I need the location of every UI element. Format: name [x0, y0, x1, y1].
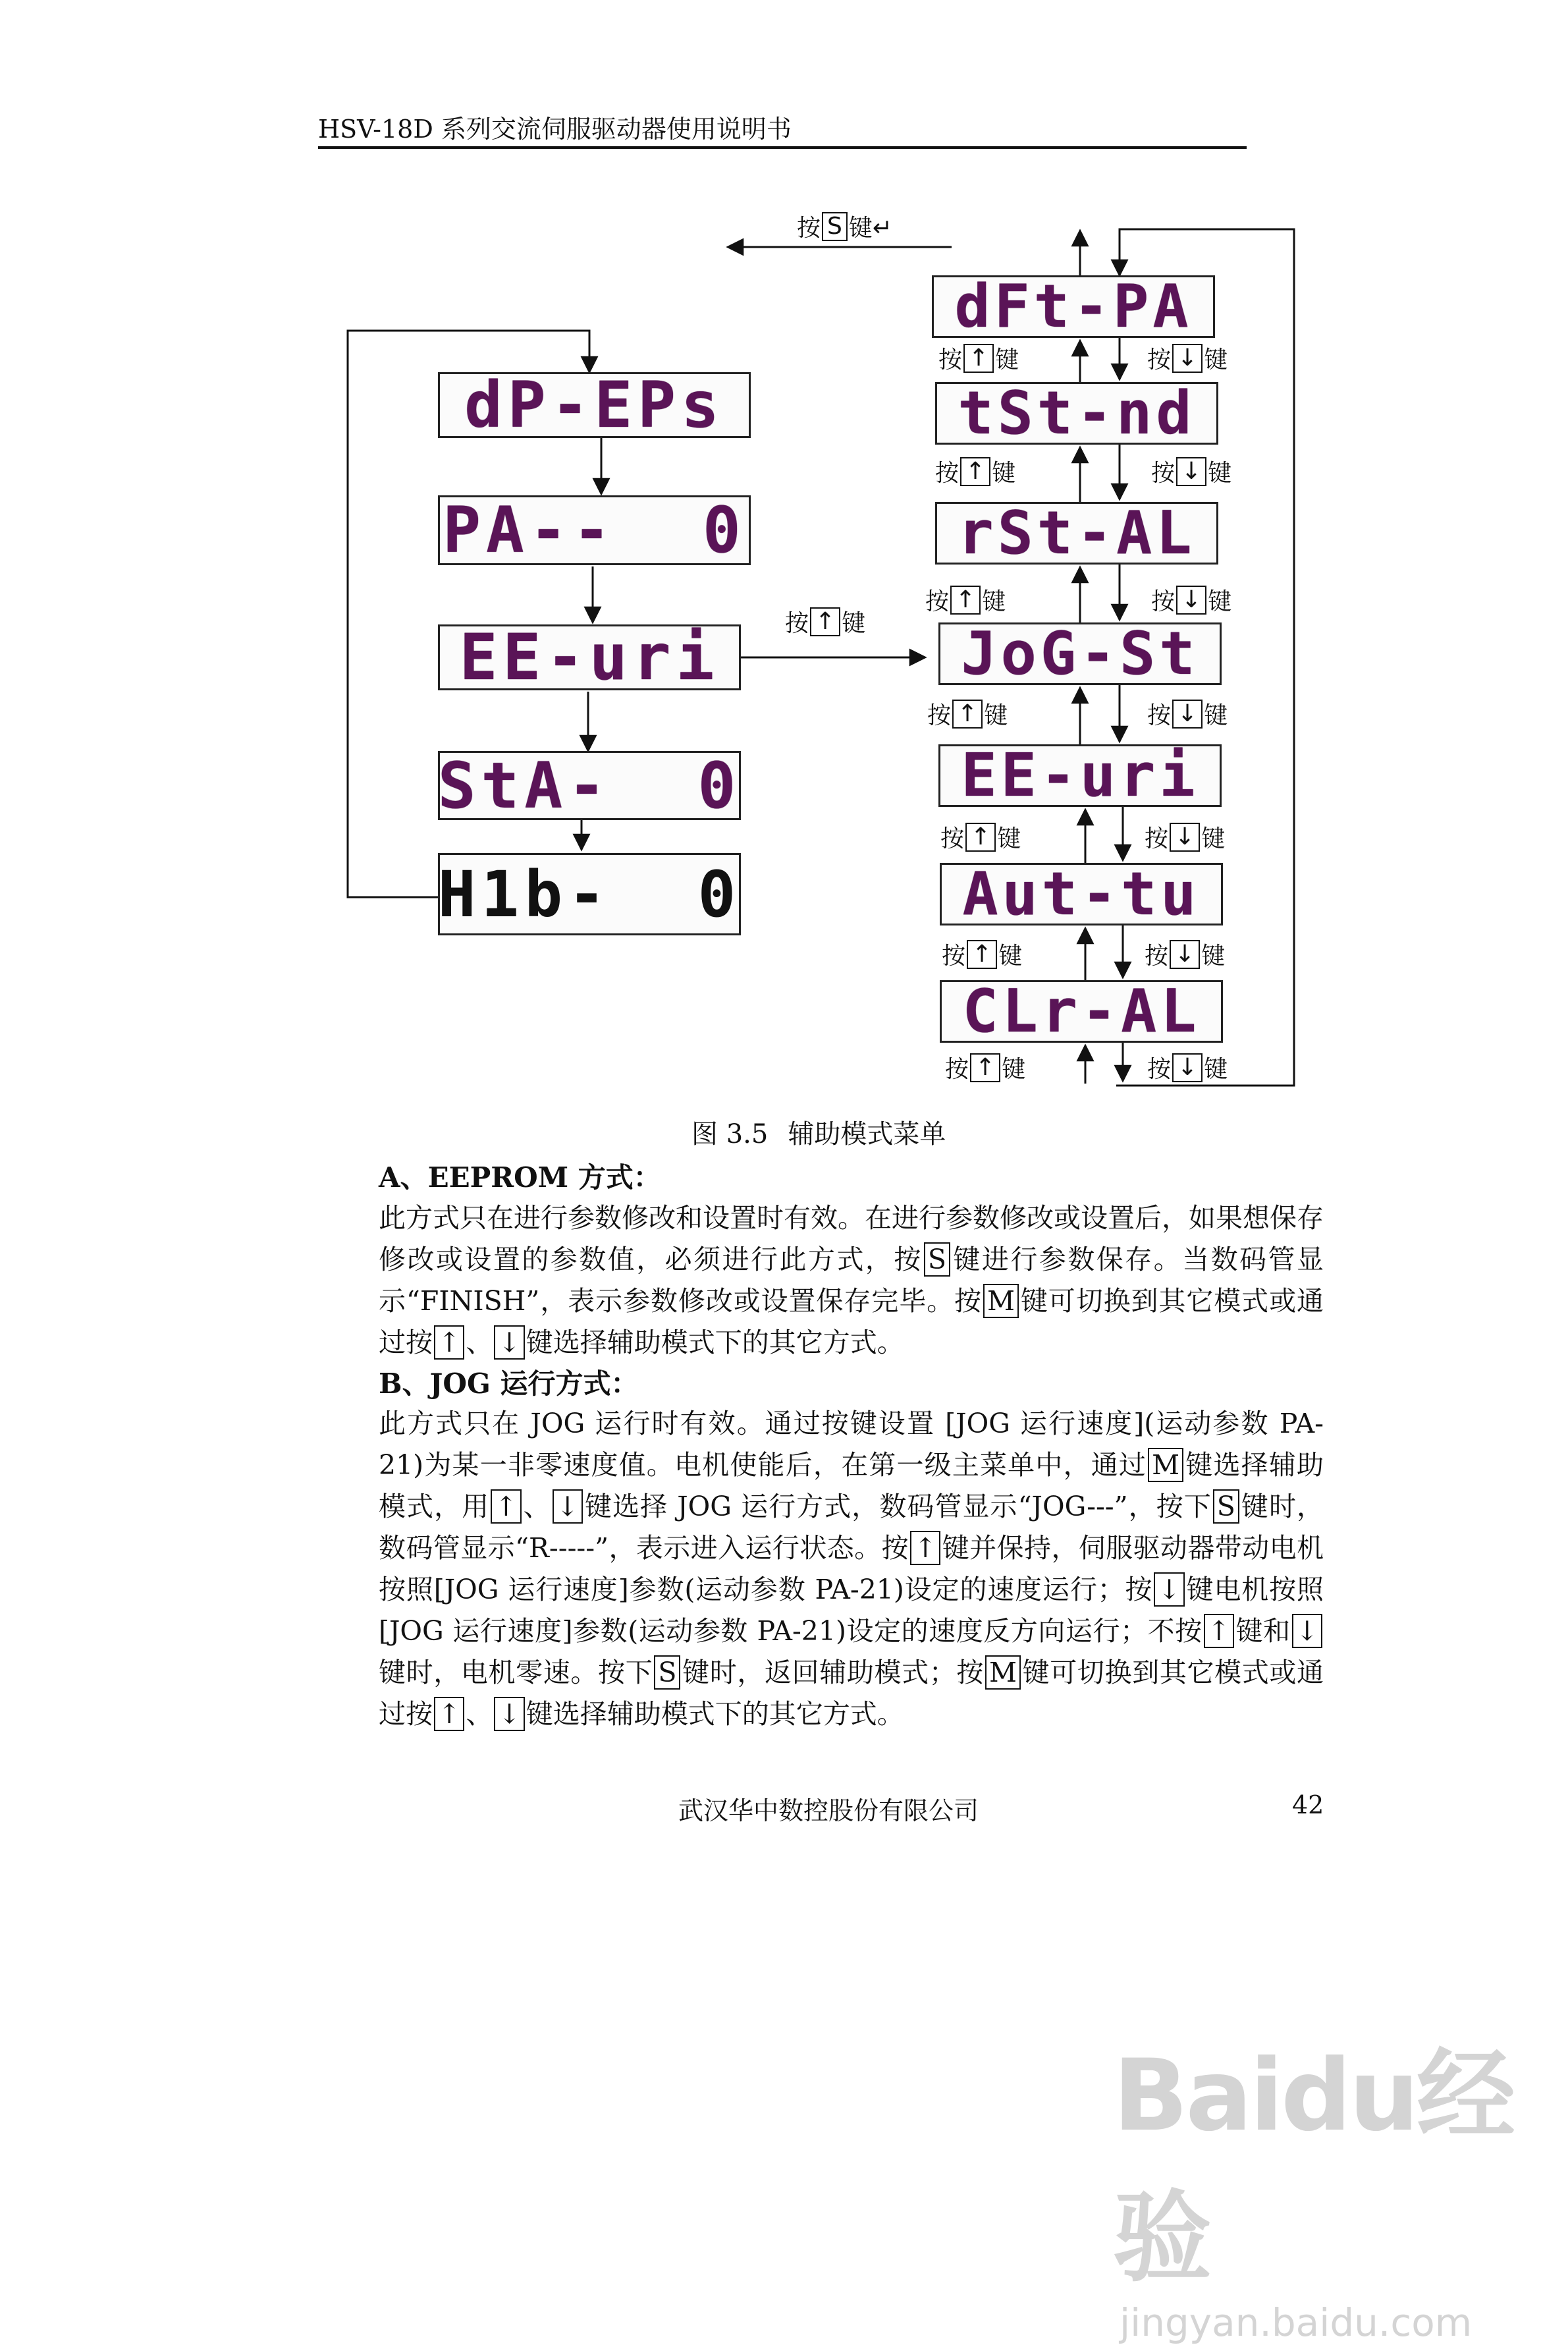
up-key-label-6 — [942, 937, 1022, 971]
text: 键电机按照[JOG 运行速度]参数(运动参数 PA-21)设定的速度反方向运行；不按 — [379, 1574, 1324, 1647]
up-key-box: ↑ — [434, 1697, 464, 1731]
up-key-box: ↑ — [970, 1053, 1000, 1082]
up-key-box: ↑ — [910, 1531, 940, 1565]
label-pre: 按 — [927, 702, 952, 729]
down-key-box: ↓ — [494, 1697, 524, 1731]
top-s-key-label — [797, 209, 892, 243]
lcd-sta-0: StA- 0 — [437, 748, 742, 823]
lcd-rst-al: rSt-AL — [935, 502, 1218, 565]
down-key-box: ↓ — [1170, 823, 1200, 852]
label-post: 键 — [992, 460, 1016, 487]
down-key-label-2 — [1151, 455, 1231, 488]
m-key-box: M — [985, 1655, 1021, 1690]
section-a-paragraph — [379, 1198, 1324, 1364]
lcd-ee-uri-right: EE-uri — [938, 744, 1222, 807]
text: 键选择辅助模式，用 — [379, 1449, 1324, 1522]
down-key-box: ↓ — [1176, 457, 1206, 486]
lcd-dft-pa: dFt-PA — [932, 275, 1215, 338]
menu-flow-diagram — [0, 0, 1568, 1120]
label-post: 键 — [1204, 702, 1228, 729]
baidu-watermark — [1113, 2016, 1568, 2345]
down-key-label-6 — [1145, 937, 1225, 971]
down-key-box: ↓ — [1170, 940, 1200, 969]
down-key-label-3 — [1151, 583, 1231, 617]
up-key-box: ↑ — [965, 823, 996, 852]
label-pre: 按 — [940, 825, 965, 852]
label-pre: 按 — [1145, 825, 1169, 852]
down-key-label-1 — [1147, 341, 1228, 375]
s-key-box: S — [924, 1242, 950, 1277]
label-pre: 按 — [945, 1056, 969, 1083]
text: 键进行参数保存。当数码管显示“FINISH”，表示参数修改或设置保存完毕。按 — [379, 1244, 1324, 1317]
up-key-label-1 — [938, 341, 1019, 375]
label-pre: 按 — [1151, 588, 1176, 615]
m-key-box: M — [983, 1284, 1019, 1318]
label-post: 键 — [1201, 825, 1226, 852]
down-key-box: ↓ — [494, 1325, 524, 1360]
up-key-box: ↑ — [967, 940, 997, 969]
down-key-box: ↓ — [1292, 1614, 1322, 1648]
label-post: 键 — [842, 610, 866, 637]
label-post: 键 — [1208, 460, 1232, 487]
label-pre: 按 — [1147, 1056, 1172, 1083]
footer-company: 武汉华中数控股份有限公司 — [678, 1796, 979, 1825]
text: 键选择辅助模式下的其它方式。 — [526, 1698, 904, 1730]
text: 、 — [466, 1327, 493, 1358]
down-key-label-4 — [1147, 697, 1228, 731]
lcd-tst-nd: tSt-nd — [935, 382, 1218, 445]
text: 键并保持，伺服驱动器带动电机按照[JOG 运行速度]参数(运动参数 PA-21)设定的速度运行；按 — [379, 1532, 1324, 1605]
down-key-box: ↓ — [1176, 586, 1206, 615]
label-pre: 按 — [797, 215, 821, 242]
text: 键时，返回辅助模式；按 — [682, 1657, 985, 1688]
s-key-box: S — [1213, 1489, 1239, 1524]
label-pre: 按 — [1145, 943, 1169, 970]
text: 键和 — [1235, 1615, 1291, 1647]
up-key-label-5 — [940, 820, 1021, 854]
label-pre: 按 — [938, 346, 963, 373]
right-updown-arrows — [1080, 338, 1123, 1084]
lcd-ee-uri: EE-uri — [438, 624, 741, 690]
down-key-box: ↓ — [1172, 700, 1203, 729]
up-key-box: ↑ — [950, 586, 981, 615]
label-post: 键 — [984, 702, 1008, 729]
up-key-box: ↑ — [963, 344, 994, 373]
label-post: 键 — [1208, 588, 1232, 615]
down-key-label-5 — [1145, 820, 1225, 854]
down-key-label-7 — [1147, 1051, 1228, 1084]
lcd-dp-eps: dP-EPs — [438, 372, 751, 438]
s-key-box: S — [822, 212, 848, 241]
label-pre: 按 — [1147, 702, 1172, 729]
up-key-box: ↑ — [1204, 1614, 1234, 1648]
section-a-heading: A、EEPROM 方式： — [379, 1161, 661, 1194]
down-key-box: ↓ — [1154, 1572, 1184, 1607]
up-key-box: ↑ — [491, 1489, 521, 1524]
section-b-paragraph — [379, 1403, 1324, 1735]
up-key-box: ↑ — [810, 607, 840, 636]
figure-number: 图 3.5 — [691, 1119, 769, 1149]
figure-title: 辅助模式菜单 — [788, 1119, 946, 1149]
lcd-pa-0: PA-- 0 — [438, 495, 751, 565]
label-post: 键 — [998, 943, 1023, 970]
watermark-logo: Baidu经验 — [1113, 2039, 1513, 2296]
label-post: 键 — [1204, 1056, 1228, 1083]
label-pre: 按 — [925, 588, 950, 615]
up-key-label-7 — [945, 1051, 1025, 1084]
text: 此方式只在进行参数修改和设置时有效。在进行参数修改或设置后，如果想保存修改或设置的参数值，必须进行此方式，按 — [379, 1202, 1324, 1275]
lcd-clr-al: CLr-AL — [940, 980, 1223, 1043]
figure-caption — [691, 1113, 946, 1151]
header-title: HSV-18D 系列交流伺服驱动器使用说明书 — [318, 115, 792, 144]
text: 键可切换到其它模式或通过按 — [379, 1285, 1324, 1358]
label-pre: 按 — [942, 943, 966, 970]
right-arrow-key-label — [785, 605, 865, 638]
label-post: 键 — [995, 346, 1019, 373]
label-pre: 按 — [935, 460, 960, 487]
up-key-box: ↑ — [434, 1325, 464, 1360]
label-pre: 按 — [1147, 346, 1172, 373]
text: 此方式只在 JOG 运行时有效。通过按键设置 [JOG 运行速度](运动参数 PA-21)为某一非零速度值。电机使能后，在第一级主菜单中，通过 — [379, 1408, 1324, 1481]
page-number: 42 — [1292, 1790, 1324, 1819]
text: 键时，电机零速。按下 — [379, 1657, 653, 1688]
label-post: 键↵ — [848, 215, 893, 242]
up-key-box: ↑ — [952, 700, 983, 729]
text: 、 — [522, 1491, 551, 1522]
label-post: 键 — [997, 825, 1021, 852]
label-pre: 按 — [1151, 460, 1176, 487]
label-post: 键 — [982, 588, 1006, 615]
lcd-jog-st: JoG-St — [938, 622, 1222, 685]
m-key-box: M — [1148, 1448, 1183, 1482]
label-post: 键 — [1201, 943, 1226, 970]
text: 键选择 JOG 运行方式，数码管显示“JOG---”，按下 — [584, 1491, 1212, 1522]
up-key-box: ↑ — [960, 457, 990, 486]
up-key-label-3 — [925, 583, 1006, 617]
up-key-label-4 — [927, 697, 1008, 731]
down-key-box: ↓ — [1172, 1053, 1203, 1082]
up-key-label-2 — [935, 455, 1015, 488]
lcd-aut-tu: Aut-tu — [940, 863, 1223, 925]
text: 、 — [466, 1698, 493, 1730]
label-post: 键 — [1204, 346, 1228, 373]
down-key-box: ↓ — [553, 1489, 583, 1524]
watermark-url: jingyan.baidu.com — [1120, 2300, 1473, 2345]
s-key-box: S — [654, 1655, 680, 1690]
lcd-h1b-0: H1b- 0 — [438, 853, 741, 935]
section-b-heading: B、JOG 运行方式： — [379, 1367, 639, 1400]
text: 键选择辅助模式下的其它方式。 — [526, 1327, 904, 1358]
text: 键时，数码管显示“R-----”，表示进入运行状态。按 — [379, 1491, 1324, 1564]
down-key-box: ↓ — [1172, 344, 1203, 373]
text: 键可切换到其它模式或通过按 — [379, 1657, 1324, 1730]
label-pre: 按 — [785, 610, 809, 637]
label-post: 键 — [1002, 1056, 1026, 1083]
